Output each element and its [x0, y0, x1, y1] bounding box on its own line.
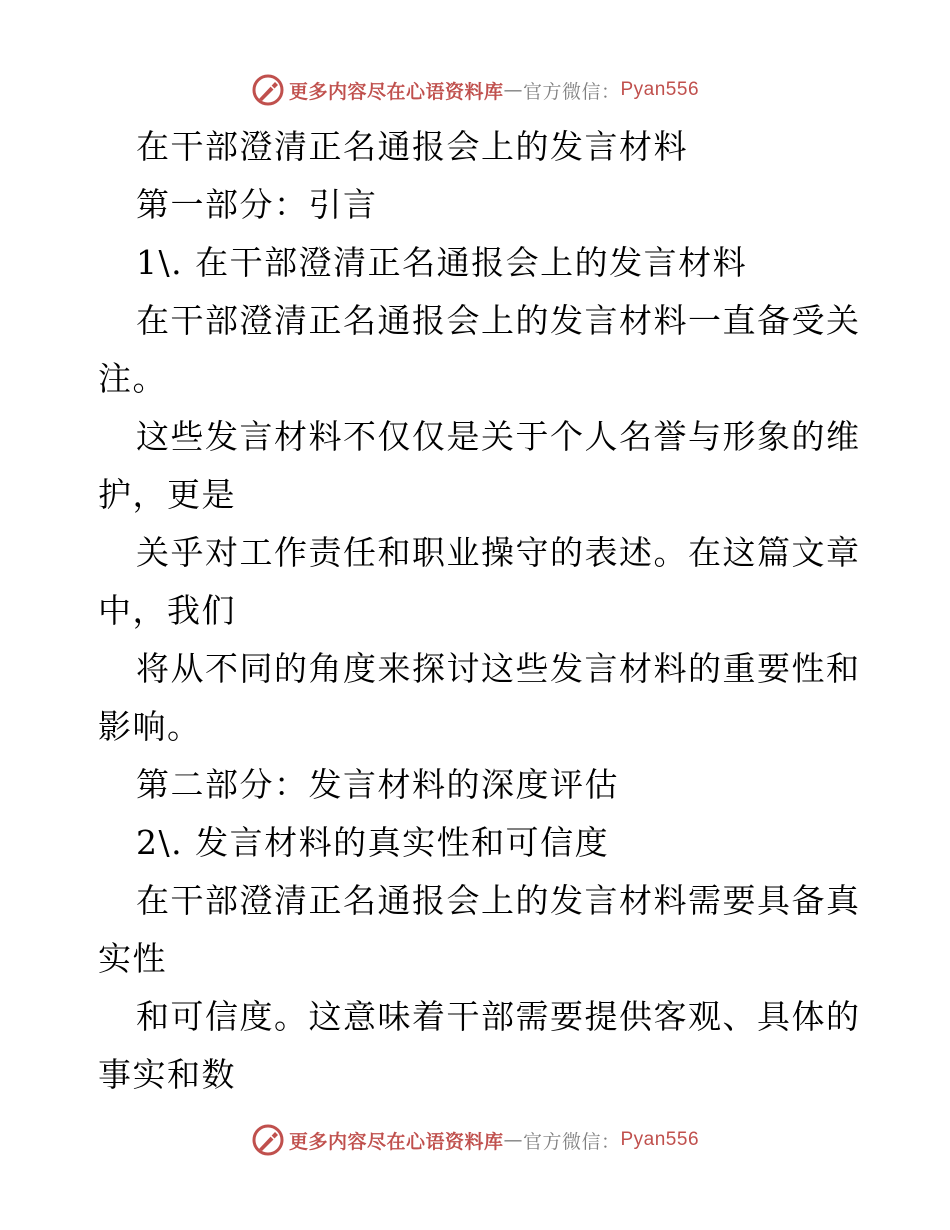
document-line: 这些发言材料不仅仅是关于个人名誉与形象的维: [136, 417, 861, 456]
watermark-wechat-id: Pyan556: [620, 79, 700, 100]
document-line: 事实和数: [98, 1055, 236, 1094]
watermark-official-label: 官方微信：: [522, 80, 621, 103]
document-line: 实性: [98, 939, 167, 978]
document-line: 护，更是: [98, 475, 236, 514]
watermark-wechat-id: Pyan556: [620, 1129, 700, 1150]
document-line: 中，我们: [98, 591, 236, 630]
document-line: 在干部澄清正名通报会上的发言材料需要具备真: [136, 881, 861, 920]
document-line: 1\. 在干部澄清正名通报会上的发言材料: [136, 243, 748, 282]
watermark-brand: 更多内容尽在心语资料库: [288, 80, 504, 103]
watermark-official-label: 官方微信：: [522, 1130, 621, 1153]
watermark-separator: —: [503, 1129, 523, 1151]
document-line: 在干部澄清正名通报会上的发言材料一直备受关: [136, 301, 861, 340]
document-line: 第二部分：发言材料的深度评估: [136, 765, 619, 804]
document-body: [98, 118, 861, 1104]
footer-watermark: [0, 1120, 950, 1160]
document-line: 注。: [98, 359, 167, 398]
quill-seal-icon: [251, 73, 285, 107]
document-line: 将从不同的角度来探讨这些发言材料的重要性和: [136, 649, 861, 688]
document-line: 在干部澄清正名通报会上的发言材料: [136, 127, 688, 166]
document-line: 2\. 发言材料的真实性和可信度: [136, 823, 610, 862]
header-watermark: [0, 70, 950, 110]
document-line: 和可信度。这意味着干部需要提供客观、具体的: [136, 997, 861, 1036]
watermark-brand: 更多内容尽在心语资料库: [288, 1130, 504, 1153]
document-line: 关乎对工作责任和职业操守的表述。在这篇文章: [136, 533, 861, 572]
quill-seal-icon: [251, 1123, 285, 1157]
watermark-separator: —: [503, 79, 523, 101]
document-line: 第一部分：引言: [136, 185, 378, 224]
document-line: 影响。: [98, 707, 202, 746]
